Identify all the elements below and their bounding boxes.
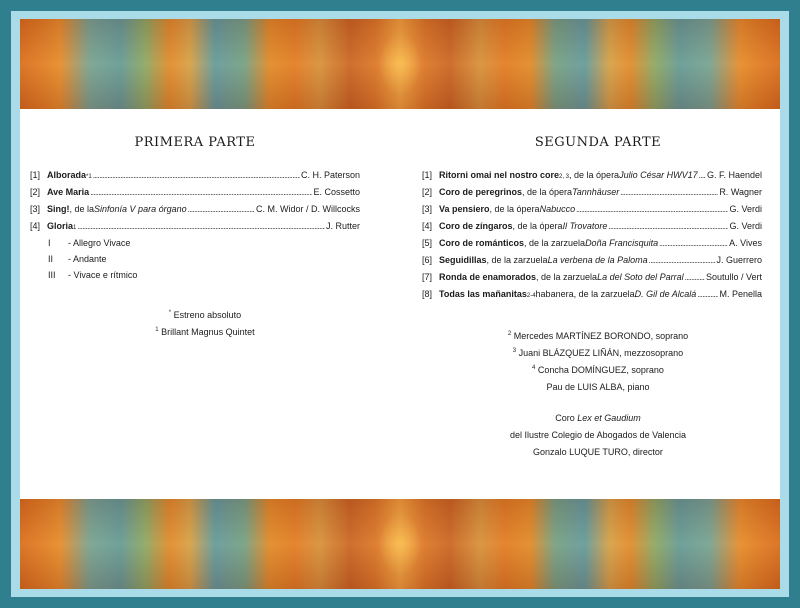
composer: Soutullo / Vert bbox=[705, 272, 762, 282]
soloist-line bbox=[422, 328, 774, 344]
composer: J. Guerrero bbox=[716, 255, 762, 265]
source-work: La verbena de la Paloma bbox=[547, 255, 648, 265]
bottom-decorative-banner bbox=[20, 499, 780, 589]
leader-dots bbox=[576, 201, 728, 213]
composer: G. Verdi bbox=[729, 204, 762, 214]
composer: G. F. Haendel bbox=[706, 170, 762, 180]
piece-title: Gloria bbox=[47, 221, 74, 231]
leader-dots bbox=[608, 218, 728, 230]
segunda-parte-heading: SEGUNDA PARTE bbox=[534, 135, 662, 150]
composer: G. Verdi bbox=[729, 221, 762, 231]
soloist-line bbox=[422, 345, 774, 361]
choir-name bbox=[422, 410, 774, 426]
left-footnote bbox=[40, 324, 370, 340]
movement-item bbox=[48, 235, 130, 251]
movement-number: II bbox=[48, 254, 54, 264]
movement-label: - Allegro Vivace bbox=[68, 238, 131, 248]
primera-parte-heading: PRIMERA PARTE bbox=[134, 135, 256, 150]
item-number: [1] bbox=[422, 170, 433, 180]
footnote-text: Estreno absoluto bbox=[171, 310, 242, 320]
item-number: [1] bbox=[30, 170, 41, 180]
soloist-text: Juani BLÁZQUEZ LIÑÁN, mezzosoprano bbox=[516, 348, 684, 358]
leader-dots bbox=[685, 269, 705, 281]
piece-source-prefix: , de la zarzuela bbox=[486, 255, 548, 265]
leader-dots bbox=[649, 252, 716, 264]
choir-title: Lex et Gaudium bbox=[577, 413, 641, 423]
piece-title: Ave Maria bbox=[47, 187, 90, 197]
source-work: Doña Francisquita bbox=[585, 238, 659, 248]
programme-item: [8] Todas las mañanitas 2-4 habanera, de la zarzuela D. Gil de Alcalá ..... M. Penella bbox=[422, 286, 762, 302]
composer: C. H. Paterson bbox=[300, 170, 360, 180]
composer: C. M. Widor / D. Willcocks bbox=[255, 204, 360, 214]
programme-item bbox=[422, 218, 762, 234]
programme-item bbox=[422, 235, 762, 251]
composer: J. Rutter bbox=[325, 221, 360, 231]
source-work: Tannhäuser bbox=[572, 187, 620, 197]
composer: A. Vives bbox=[729, 238, 762, 248]
soloist-text: Pau de LUIS ALBA, piano bbox=[546, 382, 650, 392]
programme-item: [1] Ritorni omai nel nostro core 2, 3 , de la ópera Julio César HWV17 ..... G. F. Haendel bbox=[422, 167, 762, 183]
leader-dots bbox=[699, 167, 706, 179]
item-number: [3] bbox=[422, 204, 433, 214]
piece-title: Sing! bbox=[47, 204, 70, 214]
item-number: [5] bbox=[422, 238, 433, 248]
programme-page bbox=[20, 19, 780, 589]
movement-number: I bbox=[48, 238, 51, 248]
leader-dots bbox=[93, 167, 300, 179]
programme-item bbox=[30, 201, 360, 217]
piece-title: Todas las mañanitas bbox=[439, 289, 527, 299]
source-work: La del Soto del Parral bbox=[597, 272, 684, 282]
piece-source-prefix: , de la ópera bbox=[569, 170, 620, 180]
item-number: [2] bbox=[422, 187, 433, 197]
programme-item: [1] Alborada *1 ..... C. H. Paterson bbox=[30, 167, 360, 183]
item-number: [3] bbox=[30, 204, 41, 214]
movement-label: - Vivace e rítmico bbox=[68, 270, 138, 280]
footnote-mark: * bbox=[168, 310, 172, 316]
piece-source-prefix: habanera, de la zarzuela bbox=[535, 289, 635, 299]
composer: M. Penella bbox=[719, 289, 762, 299]
programme-item bbox=[422, 269, 762, 285]
programme-item bbox=[30, 184, 360, 200]
piece-title: Alborada bbox=[47, 170, 87, 180]
piece-source-prefix: , de la bbox=[69, 204, 95, 214]
footnote-mark: 4 bbox=[532, 365, 536, 371]
soloist-text: Concha DOMÍNGUEZ, soprano bbox=[535, 365, 664, 375]
soloist-text: Mercedes MARTÍNEZ BORONDO, soprano bbox=[511, 331, 689, 341]
leader-dots bbox=[697, 286, 718, 298]
item-number: [8] bbox=[422, 289, 433, 299]
choir-affiliation: del Ilustre Colegio de Abogados de Valencia bbox=[510, 430, 686, 440]
leader-dots bbox=[659, 235, 728, 247]
movement-item bbox=[48, 251, 107, 267]
choir-director: Gonzalo LUQUE TURO, director bbox=[533, 447, 663, 457]
piece-source-prefix: , de la ópera bbox=[512, 221, 563, 231]
programme-item bbox=[422, 201, 762, 217]
movement-label: - Andante bbox=[68, 254, 107, 264]
piece-source-prefix: , de la zarzuela bbox=[536, 272, 598, 282]
left-footnote bbox=[40, 307, 370, 323]
footnote-mark: 1 bbox=[155, 327, 159, 333]
footnote-text: Brillant Magnus Quintet bbox=[158, 327, 255, 337]
source-work: Sinfonía V para órgano bbox=[94, 204, 187, 214]
piece-title: Seguidillas bbox=[439, 255, 487, 265]
piece-title: Coro de zíngaros bbox=[439, 221, 513, 231]
piece-title: Coro de peregrinos bbox=[439, 187, 523, 197]
programme-item: [4] Gloria 1 ..... J. Rutter bbox=[30, 218, 360, 234]
item-number: [4] bbox=[30, 221, 41, 231]
programme-item bbox=[422, 184, 762, 200]
piece-source-prefix: , de la zarzuela bbox=[524, 238, 586, 248]
item-number: [2] bbox=[30, 187, 41, 197]
soloist-line bbox=[422, 362, 774, 378]
movement-number: III bbox=[48, 270, 56, 280]
item-number: [4] bbox=[422, 221, 433, 231]
movement-item bbox=[48, 267, 137, 283]
piece-title: Va pensiero bbox=[439, 204, 490, 214]
source-work: Nabucco bbox=[539, 204, 576, 214]
source-work: Il Trovatore bbox=[562, 221, 608, 231]
top-decorative-banner bbox=[20, 19, 780, 109]
piece-title: Ritorni omai nel nostro core bbox=[439, 170, 560, 180]
piece-title: Coro de románticos bbox=[439, 238, 525, 248]
source-work: D. Gil de Alcalá bbox=[634, 289, 697, 299]
programme-item bbox=[422, 252, 762, 268]
soloist-line bbox=[422, 379, 774, 395]
piece-source-prefix: , de la ópera bbox=[522, 187, 573, 197]
item-number: [6] bbox=[422, 255, 433, 265]
footnote-mark: 3 bbox=[512, 348, 517, 354]
leader-dots bbox=[90, 184, 312, 196]
item-number: [7] bbox=[422, 272, 433, 282]
leader-dots bbox=[77, 218, 325, 230]
composer: E. Cossetto bbox=[313, 187, 360, 197]
choir-prefix: Coro bbox=[555, 413, 578, 423]
piece-title: Ronda de enamorados bbox=[439, 272, 537, 282]
footnote-mark: 2 bbox=[507, 331, 512, 337]
leader-dots bbox=[620, 184, 718, 196]
piece-source-prefix: , de la ópera bbox=[489, 204, 540, 214]
composer: R. Wagner bbox=[719, 187, 762, 197]
leader-dots bbox=[188, 201, 255, 213]
source-work: Julio César HWV17 bbox=[619, 170, 698, 180]
